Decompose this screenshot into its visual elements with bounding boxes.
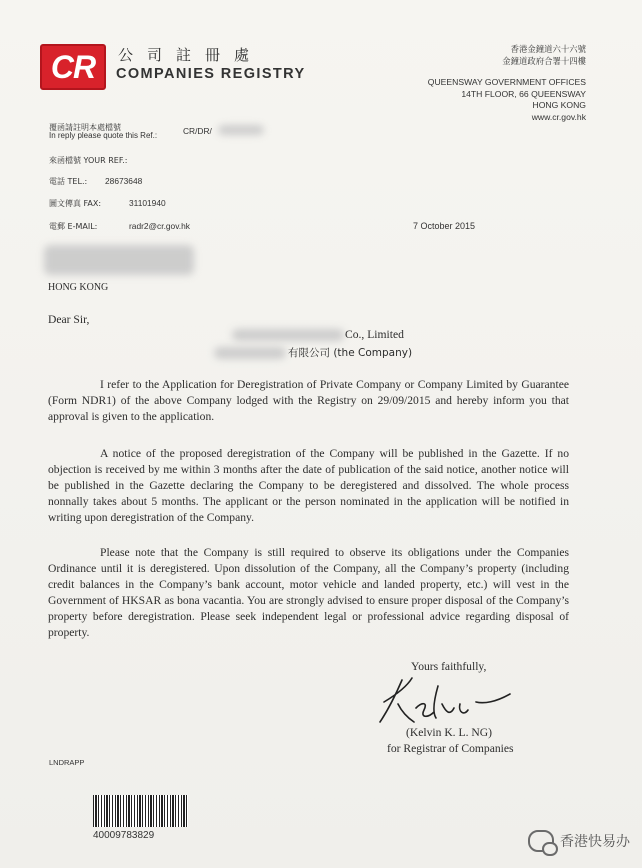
address-en-line2: 14TH FLOOR, 66 QUEENSWAY [461,88,586,99]
paragraph-obligations: Please note that the Company is still required to observe its obligations under the Companies Ordinance until it is deregistered. Upon dissolution of the Company, all the Company’s property (including credit balances in the Company’s bank account, motor vehicle and landed property, etc.) will vest in the Government of HKSAR as bona vacantia. You are strongly advised to ensure proper disposal of the Company’s property before deregistration. Please seek independent legal or professional advice regarding disposal of property. [48,546,569,639]
watermark [528,830,630,852]
barcode [93,795,188,827]
closing: Yours faithfully, [411,660,487,673]
office-address [428,44,586,123]
redacted-company-cn [214,347,286,359]
signatory-name: (Kelvin K. L. NG) [406,726,492,739]
tel-value: 28673648 [105,176,143,186]
signature [372,672,522,730]
address-en-line3: HONG KONG [532,100,586,110]
your-ref-label: 來函檔號 YOUR REF.: [49,156,128,165]
ref-label-cn: 覆函請註明本處檔號 [49,123,121,132]
redacted-ref [218,125,264,135]
email-value: radr2@cr.gov.hk [129,221,190,231]
address-cn-line2: 金鐘道政府合署十四樓 [502,55,586,66]
address-cn-line1: 香港金鐘道六十六號 [510,44,586,54]
watermark-text: 香港快易办 [560,834,630,850]
email-label: 電郵 E-MAIL: [49,222,98,231]
form-code: LNDRAPP [49,758,85,767]
recipient-city: HONG KONG [48,282,109,293]
salutation: Dear Sir, [48,313,90,326]
website: www.cr.gov.hk [531,111,586,122]
ref-label-en: In reply please quote this Ref.: [49,131,158,140]
barcode-number: 40009783829 [93,830,155,841]
tel-label: 電話 TEL.: [49,177,88,186]
redacted-address [44,245,194,275]
cr-logo: CR [40,44,106,90]
registry-name-cn: 公司註冊處 [118,46,264,64]
company-name-en: Co., Limited [345,328,404,341]
redacted-company-en [232,329,344,341]
paragraph-gazette: A notice of the proposed deregistration of the Company will be published in the Gazette. If no objection is received by me within 3 months after the date of publication of the said notice, another notice will be published in the Gazette declaring the Company to be deregistered and dissolved. The whole process nonnally takes about 5 months. The applicant or the person nominated in the application will be notified in writing upon deregistration of the Company. [48,447,569,524]
address-en-line1: QUEENSWAY GOVERNMENT OFFICES [427,77,586,87]
letter-date: 7 October 2015 [413,221,476,231]
signatory-title: for Registrar of Companies [387,742,514,755]
wechat-icon [528,830,554,852]
registry-name-en: COMPANIES REGISTRY [116,66,306,82]
fax-value: 31101940 [129,198,166,208]
ref-value: CR/DR/ [183,126,212,136]
paragraph-approval: I refer to the Application for Deregistration of Private Company or Company Limited by Guarantee (Form NDR1) of the above Company lodged with the Registry on 29/09/2015 and hereby inform you that approval is given to the application. [48,378,569,423]
company-name-cn: 有限公司 (the Company) [288,347,413,359]
fax-label: 圖文傳真 FAX: [49,199,102,208]
